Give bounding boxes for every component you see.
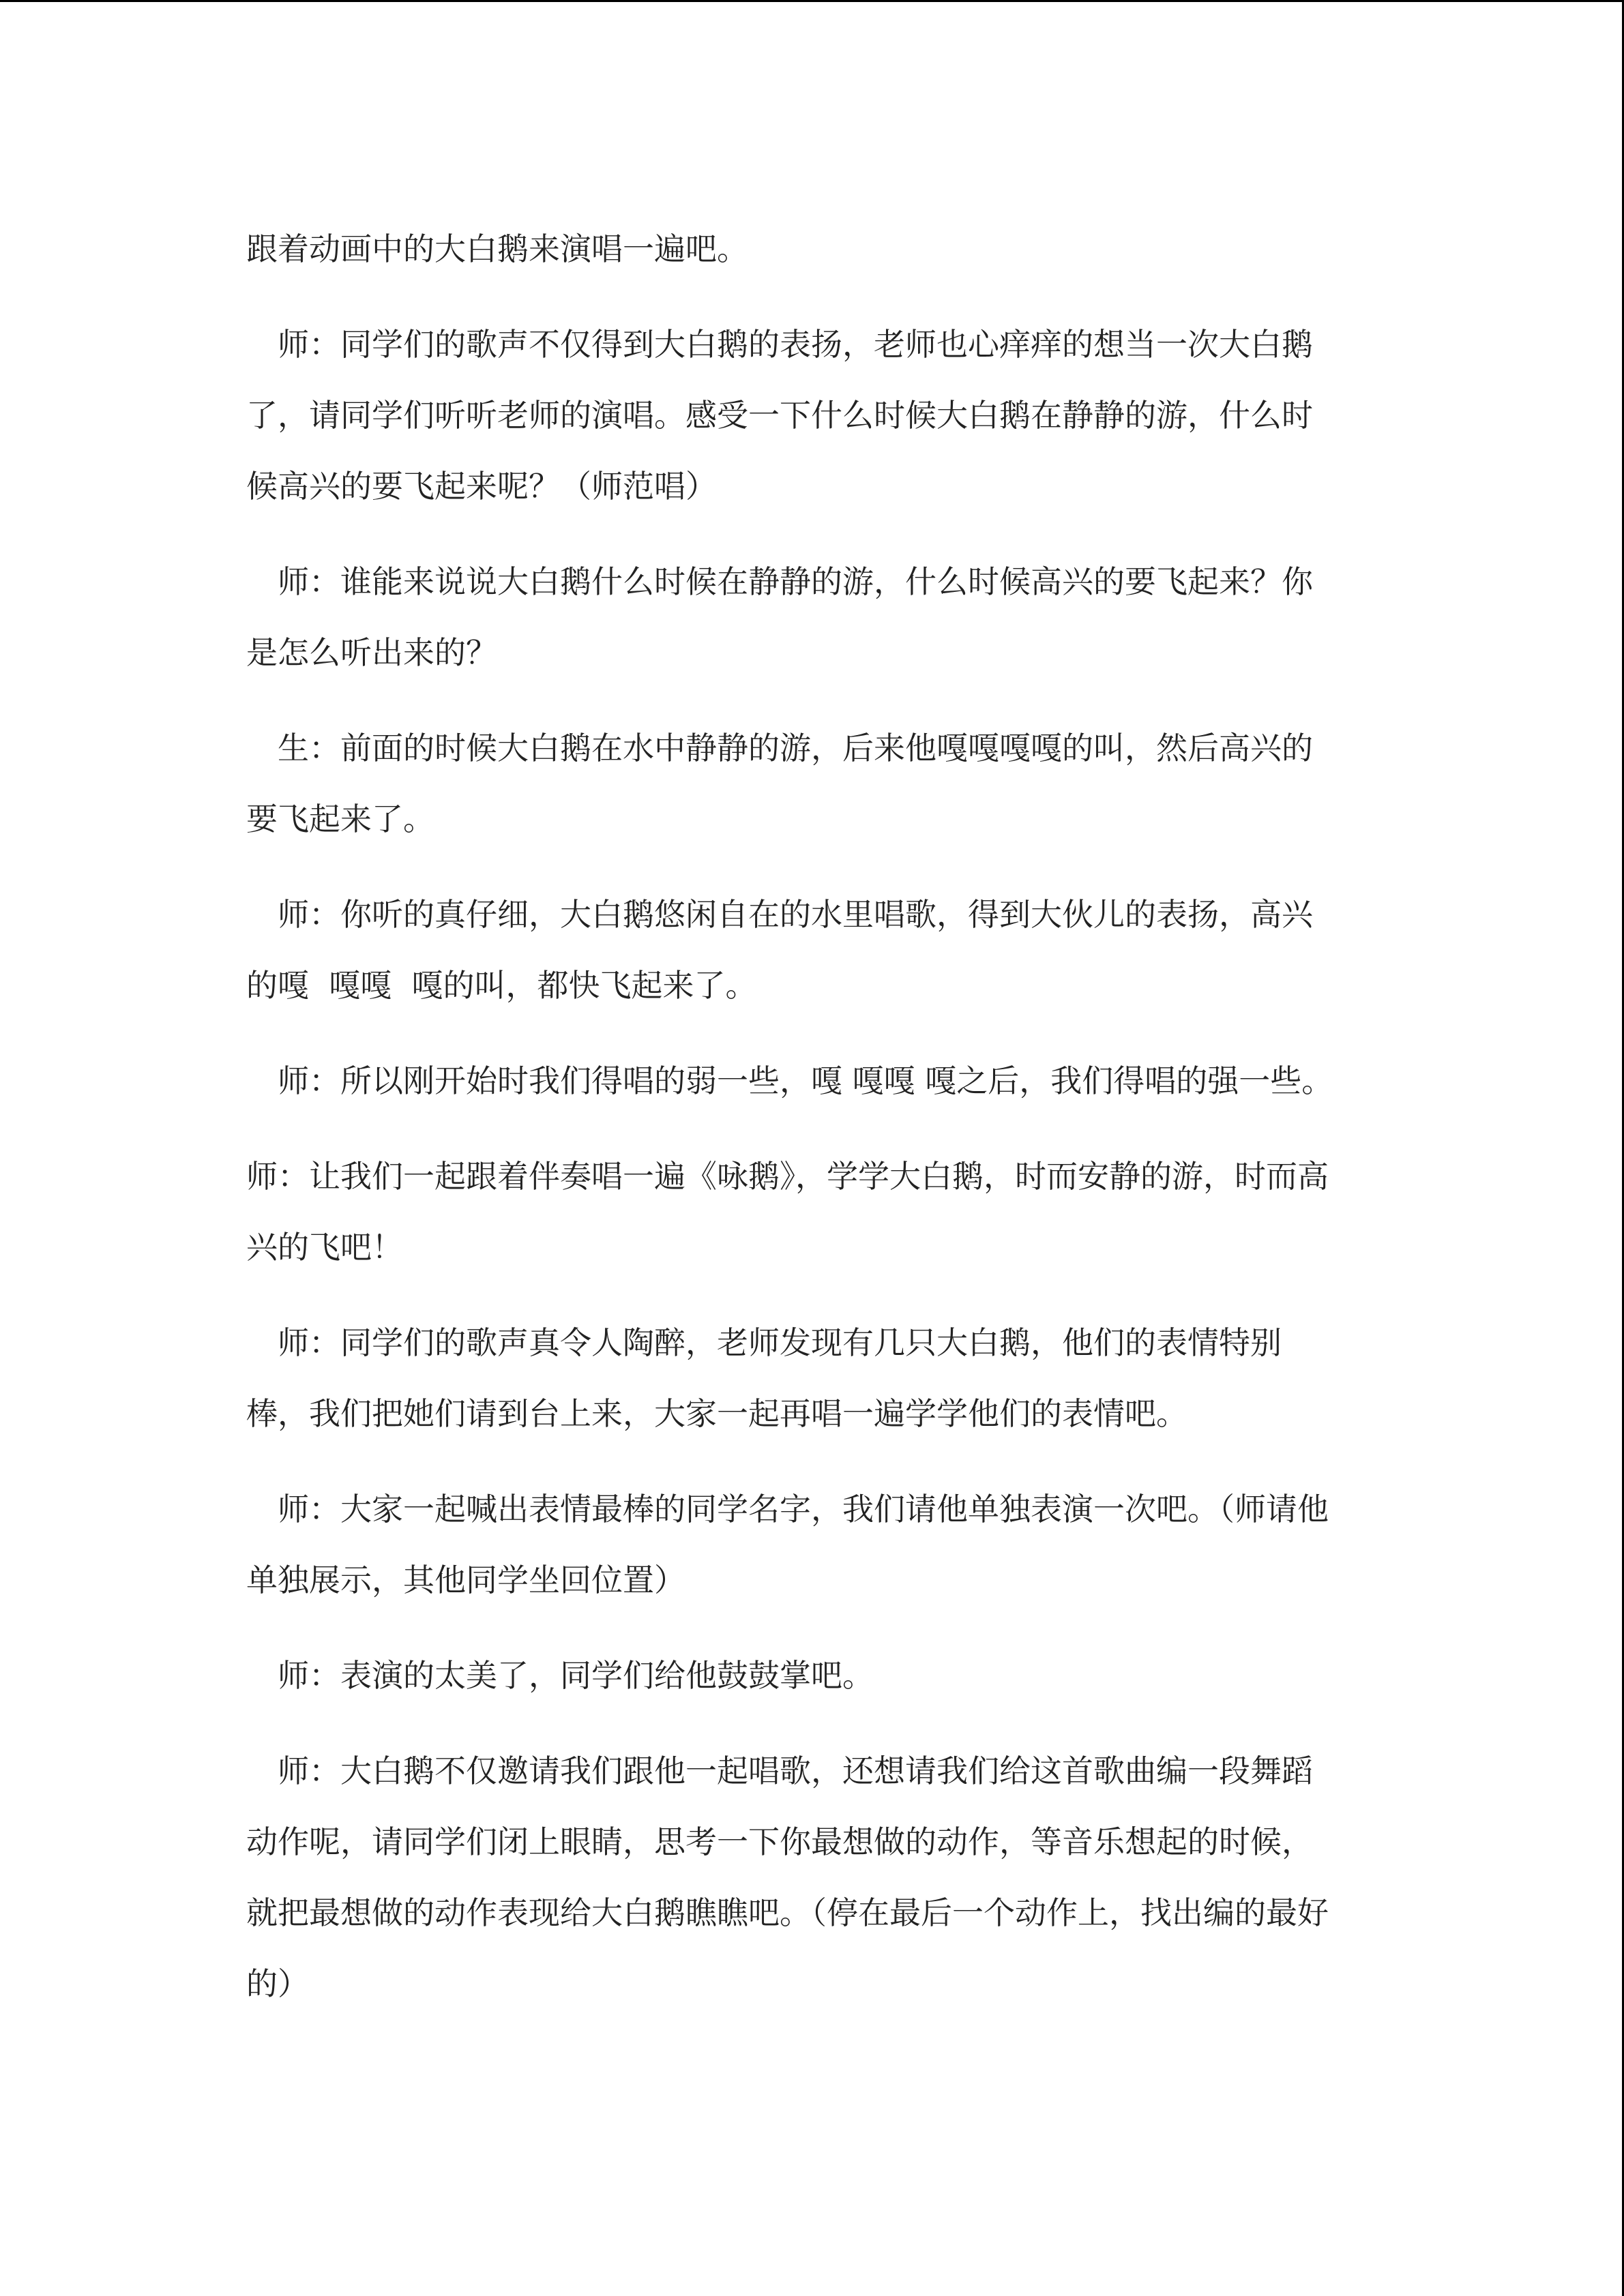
- paragraph-line: 生：前面的时候大白鹅在水中静静的游，后来他嘎嘎嘎嘎的叫，然后高兴的: [278, 730, 1313, 766]
- paragraph-line: 师：谁能来说说大白鹅什么时候在静静的游，什么时候高兴的要飞起来？你: [278, 563, 1313, 600]
- paragraph-line: 兴的飞吧！: [246, 1229, 403, 1266]
- paragraph-line: 就把最想做的动作表现给大白鹅瞧瞧吧。（停在最后一个动作上，找出编的最好: [246, 1894, 1329, 1931]
- paragraph-line: 要飞起来了。: [246, 801, 434, 837]
- paragraph-line: 师：表演的太美了，同学们给他鼓鼓掌吧。: [278, 1657, 874, 1694]
- paragraph-line: 的）: [246, 1965, 309, 2002]
- paragraph-line: 了，请同学们听听老师的演唱。感受一下什么时候大白鹅在静静的游，什么时: [246, 397, 1313, 434]
- paragraph: [246, 309, 1385, 522]
- paragraph: [246, 546, 1385, 688]
- paragraph-line: 跟着动画中的大白鹅来演唱一遍吧。: [246, 230, 748, 267]
- paragraph: [246, 1474, 1385, 1615]
- paragraph-line: 单独展示，其他同学坐回位置）: [246, 1562, 685, 1598]
- paragraph-line: 师：大家一起喊出表情最棒的同学名字，我们请他单独表演一次吧。（师请他: [278, 1491, 1329, 1527]
- page-top-border: [0, 0, 1624, 2]
- paragraph-line: 棒，我们把她们请到台上来，大家一起再唱一遍学学他们的表情吧。: [246, 1395, 1187, 1432]
- paragraph-line: 候高兴的要飞起来呢？（师范唱）: [246, 468, 717, 505]
- paragraph-line: 动作呢，请同学们闭上眼睛，思考一下你最想做的动作，等音乐想起的时候，: [246, 1823, 1313, 1860]
- paragraph-line: 师：同学们的歌声不仅得到大白鹅的表扬，老师也心痒痒的想当一次大白鹅: [278, 326, 1313, 363]
- paragraph: [246, 1045, 1385, 1116]
- paragraph-line: 师：所以刚开始时我们得唱的弱一些，嘎 嘎嘎 嘎之后，我们得唱的强一些。: [278, 1062, 1333, 1099]
- paragraph: [246, 1141, 1385, 1283]
- paragraph: [246, 879, 1385, 1021]
- paragraph-line: 师：让我们一起跟着伴奏唱一遍《咏鹅》，学学大白鹅，时而安静的游，时而高: [246, 1158, 1329, 1195]
- paragraph-line: 师：你听的真仔细，大白鹅悠闲自在的水里唱歌，得到大伙儿的表扬，高兴: [278, 896, 1313, 933]
- paragraph-line: 师：同学们的歌声真令人陶醉，老师发现有几只大白鹅，他们的表情特别: [278, 1324, 1282, 1361]
- paragraph-line: 师：大白鹅不仅邀请我们跟他一起唱歌，还想请我们给这首歌曲编一段舞蹈: [278, 1753, 1313, 1789]
- paragraph: [246, 1735, 1385, 2019]
- paragraph: [246, 713, 1385, 854]
- paragraph-line: 是怎么听出来的？: [246, 634, 497, 671]
- paragraph: [246, 1307, 1385, 1449]
- paragraph: [246, 213, 1385, 284]
- document-body: [246, 213, 1385, 2044]
- paragraph: [246, 1640, 1385, 1711]
- paragraph-line: 的嘎 嘎嘎 嘎的叫，都快飞起来了。: [246, 967, 757, 1004]
